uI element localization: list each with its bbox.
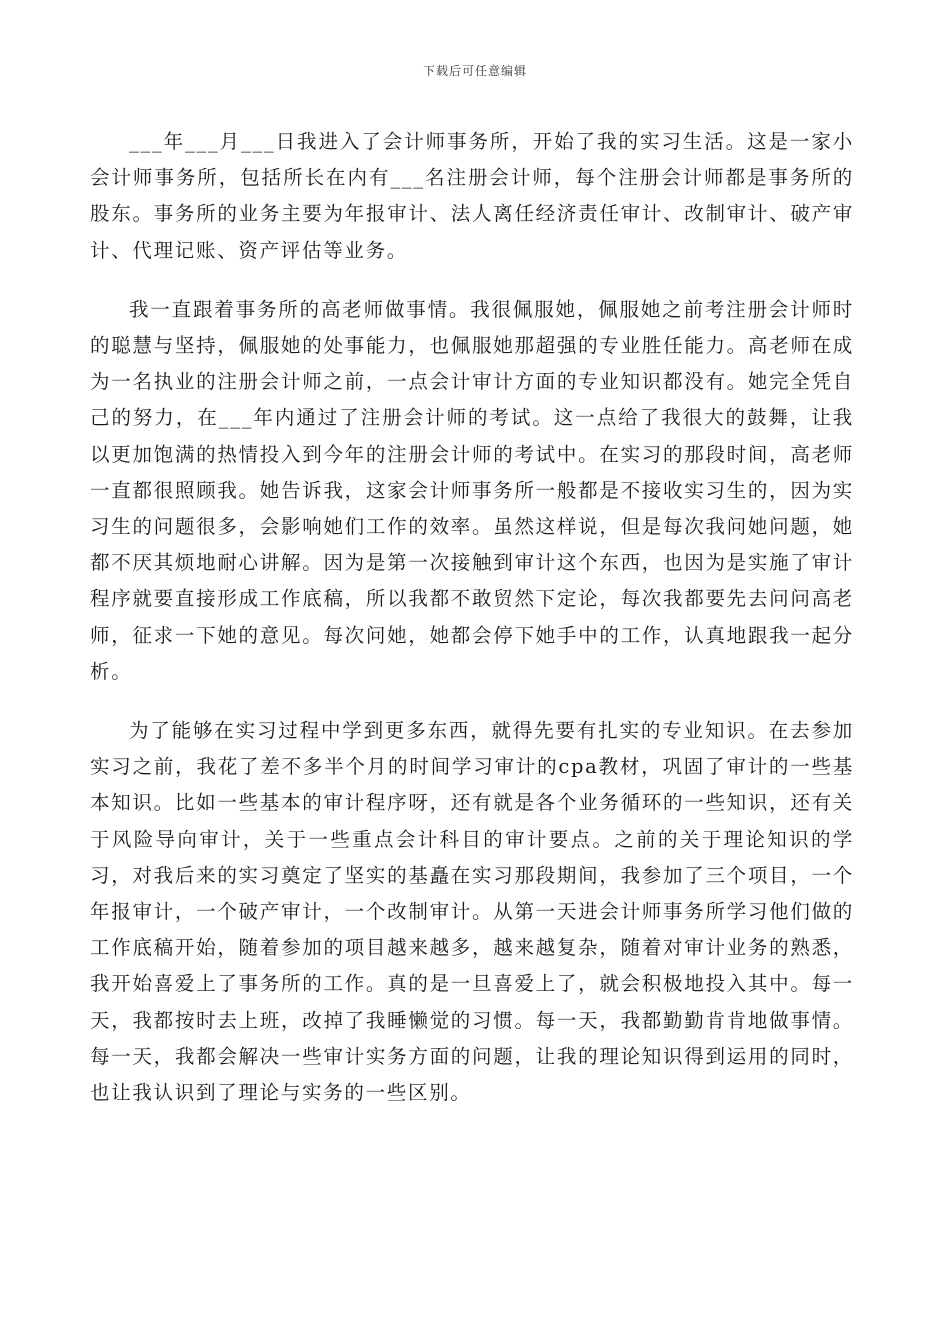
paragraph-1: ___年___月___日我进入了会计师事务所，开始了我的实习生活。这是一家小会计师事务所，包括所长在内有___名注册会计师，每个注册会计师都是事务所的股东。事务所的业务主要为年报审计、法人离任经济责任审计、改制审计、破产审计、代理记账、资产评估等业务。 [90,130,854,262]
document-body [90,124,854,1134]
header-note: 下载后可任意编辑 [422,64,527,78]
paragraph-2: 我一直跟着事务所的高老师做事情。我很佩服她，佩服她之前考注册会计师时的聪慧与坚持，佩服她的处事能力，也佩服她那超强的专业胜任能力。高老师在成为一名执业的注册会计师之前，一点会计审计方面的专业知识都没有。她完全凭自己的努力，在___年内通过了注册会计师的考试。这一点给了我很大的鼓舞，让我以更加饱满的热情投入到今年的注册会计师的考试中。在实习的那段时间，高老师一直都很照顾我。她告诉我，这家会计师事务所一般都是不接收实习生的，因为实习生的问题很多，会影响她们工作的效率。虽然这样说，但是每次我问她问题，她都不厌其烦地耐心讲解。因为是第一次接触到审计这个东西，也因为是实施了审计程序就要直接形成工作底稿，所以我都不敢贸然下定论，每次我都要先去问问高老师，征求一下她的意见。每次问她，她都会停下她手中的工作，认真地跟我一起分析。 [90,297,854,683]
paragraph-3: 为了能够在实习过程中学到更多东西，就得先要有扎实的专业知识。在去参加实习之前，我花了差不多半个月的时间学习审计的cpa教材，巩固了审计的一些基本知识。比如一些基本的审计程序呀，还有就是各个业务循环的一些知识，还有关于风险导向审计，关于一些重点会计科目的审计要点。之前的关于理论知识的学习，对我后来的实习奠定了坚实的基矗在实习那段期间，我参加了三个项目，一个年报审计，一个破产审计，一个改制审计。从第一天进会计师事务所学习他们做的工作底稿开始，随着参加的项目越来越多，越来越复杂，随着对审计业务的熟悉，我开始喜爱上了事务所的工作。真的是一旦喜爱上了，就会积极地投入其中。每一天，我都按时去上班，改掉了我睡懒觉的习惯。每一天，我都勤勤肯肯地做事情。每一天，我都会解决一些审计实务方面的问题，让我的理论知识得到运用的同时，也让我认识到了理论与实务的一些区别。 [90,719,854,1105]
